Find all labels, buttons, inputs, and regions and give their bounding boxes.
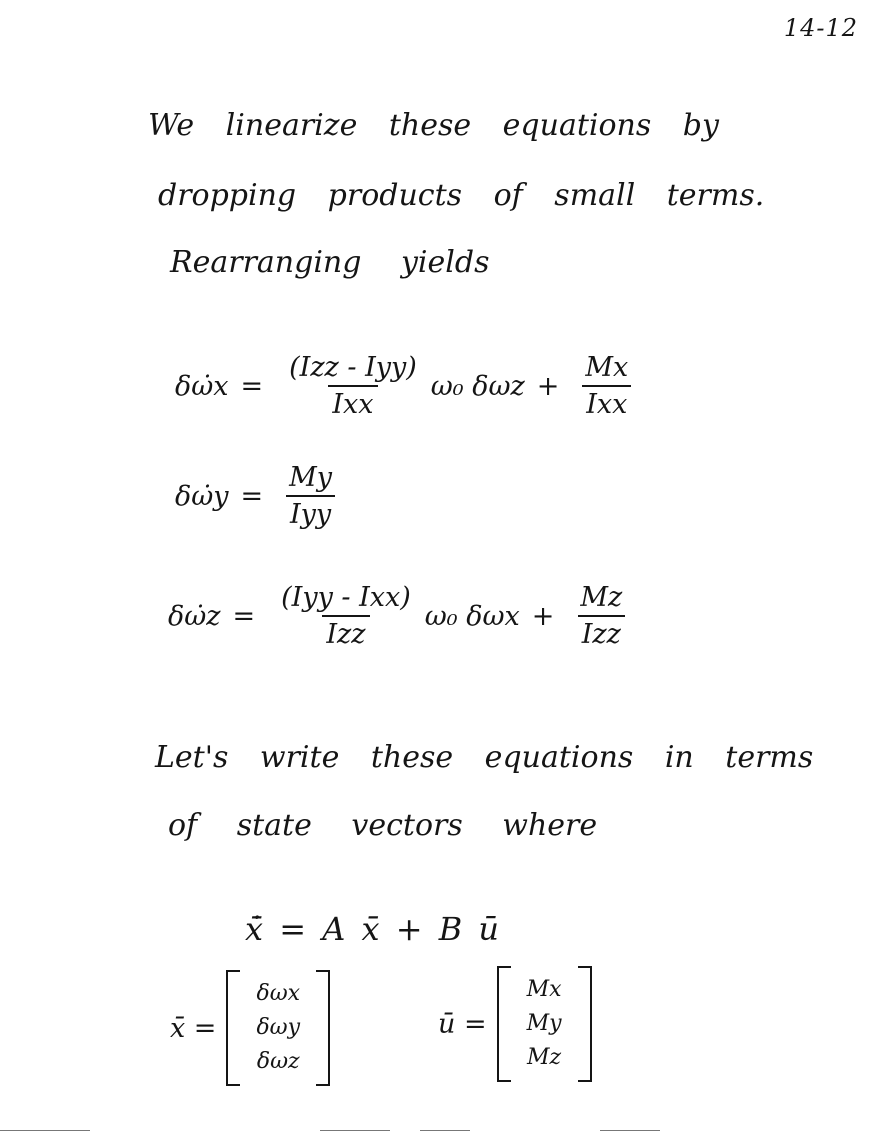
- state-space-equation: x̄̇ = A x̄ + B ū: [245, 910, 499, 948]
- x-vector-label: x̄ =: [170, 1012, 217, 1044]
- eq1-lhs: δω̇x: [175, 370, 229, 402]
- eq3-frac2-numerator: Mz: [580, 582, 623, 613]
- eq2-denominator: Iyy: [286, 495, 335, 530]
- scan-edge-line: [320, 1130, 390, 1131]
- eq1-frac1-denominator: Ixx: [328, 385, 377, 420]
- eq1-frac2-denominator: Ixx: [582, 385, 631, 420]
- eq1-frac1-numerator: (Izz - Iyy): [289, 352, 417, 383]
- eq3-fraction-moment: [576, 582, 626, 650]
- eq3-multiplier: ω₀ δωx: [424, 600, 520, 632]
- text-line-4: Let's write these equations in terms: [155, 740, 814, 775]
- text-line-2: dropping products of small terms.: [158, 178, 765, 213]
- eq3-frac1-numerator: (Iyy - Ixx): [281, 582, 411, 613]
- x-entry-3: δωz: [256, 1049, 300, 1074]
- eq2-fraction: [285, 462, 336, 530]
- x-vector-entries: [240, 977, 316, 1079]
- equation-omega-y: [175, 462, 346, 530]
- eq3-lhs: δω̇z: [168, 600, 221, 632]
- scan-edge-line: [420, 1130, 470, 1131]
- u-entry-3: Mz: [527, 1045, 562, 1070]
- eq2-equals: =: [240, 480, 264, 512]
- equation-omega-x: [175, 352, 642, 420]
- eq1-multiplier: ω₀ δωz: [430, 370, 525, 402]
- x-entry-1: δωx: [256, 981, 301, 1006]
- eq3-frac1-denominator: Izz: [322, 615, 369, 650]
- u-vector-matrix: [497, 966, 592, 1082]
- text-line-1: We linearize these equations by: [148, 108, 719, 143]
- u-entry-1: Mx: [526, 977, 562, 1002]
- scan-edge-line: [0, 1130, 90, 1131]
- u-vector-definition: [438, 966, 592, 1082]
- text-line-3: Rearranging yields: [170, 245, 490, 280]
- eq3-fraction-inertia: [277, 582, 415, 650]
- text-line-5: of state vectors where: [168, 808, 598, 843]
- eq1-fraction-moment: [581, 352, 632, 420]
- page-number: 14-12: [783, 14, 858, 42]
- eq3-equals: =: [232, 600, 256, 632]
- right-bracket: [316, 970, 330, 1086]
- eq1-fraction-inertia: [285, 352, 421, 420]
- eq3-plus: +: [531, 600, 555, 632]
- scan-edge-line: [600, 1130, 660, 1131]
- eq3-frac2-denominator: Izz: [578, 615, 625, 650]
- u-vector-entries: [511, 973, 578, 1075]
- equation-omega-z: [168, 582, 636, 650]
- left-bracket: [497, 966, 511, 1082]
- eq1-equals: =: [240, 370, 264, 402]
- x-entry-2: δωy: [256, 1015, 301, 1040]
- u-vector-label: ū =: [438, 1008, 487, 1040]
- left-bracket: [226, 970, 240, 1086]
- eq2-lhs: δω̇y: [175, 480, 229, 512]
- eq1-frac2-numerator: Mx: [585, 352, 629, 383]
- u-entry-2: My: [526, 1011, 562, 1036]
- x-vector-definition: [170, 970, 330, 1086]
- eq1-plus: +: [536, 370, 560, 402]
- x-vector-matrix: [226, 970, 330, 1086]
- right-bracket: [578, 966, 592, 1082]
- eq2-numerator: My: [289, 462, 333, 493]
